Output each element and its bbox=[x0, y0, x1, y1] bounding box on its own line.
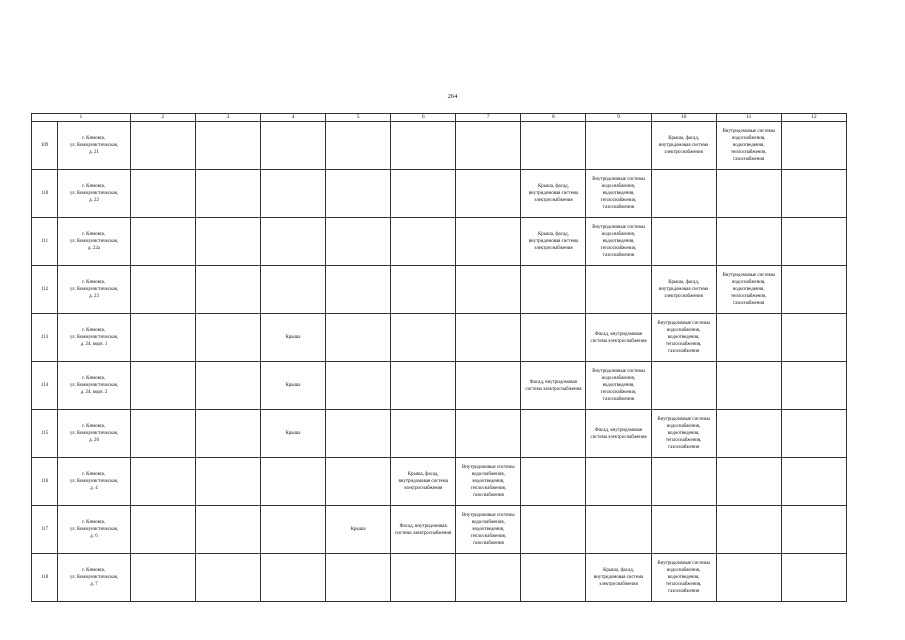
work-type-cell bbox=[781, 122, 846, 170]
work-type-cell bbox=[651, 410, 716, 458]
work-type-cell bbox=[130, 170, 195, 218]
address-line: г. Кимовск, bbox=[82, 279, 106, 285]
work-type-text: Крыша bbox=[285, 383, 301, 388]
work-type-cell bbox=[260, 122, 325, 170]
work-type-cell bbox=[651, 506, 716, 554]
work-type-cell bbox=[651, 266, 716, 314]
work-type-cell bbox=[781, 266, 846, 314]
work-type-cell bbox=[521, 122, 586, 170]
work-type-cell bbox=[391, 362, 456, 410]
address-cell bbox=[58, 218, 130, 266]
address-line: ул. Коммунистическая, bbox=[69, 574, 119, 580]
address-line: г. Кимовск, bbox=[82, 135, 106, 141]
work-type-text: Крыша, фасад, внутридомовая система электроснабжения bbox=[593, 568, 644, 587]
address-cell bbox=[58, 362, 130, 410]
work-type-cell bbox=[326, 554, 391, 602]
work-type-cell bbox=[195, 554, 260, 602]
work-type-cell bbox=[260, 554, 325, 602]
address-line: д. 24, корп. 1 bbox=[80, 342, 108, 348]
work-type-cell bbox=[716, 170, 781, 218]
table-row bbox=[32, 458, 847, 506]
work-type-cell bbox=[521, 506, 586, 554]
work-type-cell bbox=[781, 218, 846, 266]
work-type-cell bbox=[260, 170, 325, 218]
address-cell bbox=[58, 170, 130, 218]
address-cell bbox=[58, 122, 130, 170]
work-type-cell bbox=[456, 458, 521, 506]
row-number-cell: 109 bbox=[32, 122, 58, 170]
address-line: г. Кимовск, bbox=[82, 567, 106, 573]
work-type-text: Крыша bbox=[285, 335, 301, 340]
work-type-cell bbox=[326, 266, 391, 314]
work-type-cell bbox=[651, 554, 716, 602]
table-row bbox=[32, 554, 847, 602]
work-type-text: Крыша, фасад, внутридомовая система электроснабжения bbox=[658, 280, 709, 299]
work-type-cell bbox=[651, 218, 716, 266]
address-line: г. Кимовск, bbox=[82, 519, 106, 525]
work-type-cell bbox=[781, 314, 846, 362]
work-type-cell bbox=[391, 122, 456, 170]
work-type-cell bbox=[716, 218, 781, 266]
work-type-cell bbox=[586, 410, 651, 458]
work-type-cell bbox=[195, 314, 260, 362]
work-type-cell bbox=[456, 314, 521, 362]
work-type-cell bbox=[586, 458, 651, 506]
work-type-cell bbox=[130, 458, 195, 506]
work-type-cell bbox=[781, 458, 846, 506]
work-type-cell bbox=[521, 362, 586, 410]
work-type-cell bbox=[456, 506, 521, 554]
column-header: 5 bbox=[326, 114, 391, 122]
address-cell bbox=[58, 410, 130, 458]
address-cell bbox=[58, 314, 130, 362]
work-type-cell bbox=[260, 218, 325, 266]
work-type-cell bbox=[391, 554, 456, 602]
row-number-cell: 118 bbox=[32, 554, 58, 602]
column-header: 9 bbox=[586, 114, 651, 122]
address-cell bbox=[58, 506, 130, 554]
work-type-cell bbox=[781, 554, 846, 602]
work-type-cell bbox=[195, 410, 260, 458]
work-type-cell bbox=[326, 122, 391, 170]
work-type-text: Внутридомовые системы водоснабжения, водоотведения, теплоснабжения, газоснабжения bbox=[657, 417, 710, 450]
work-type-text: Внутридомовые системы водоснабжения, водоотведения, теплоснабжения, газоснабжения bbox=[462, 465, 515, 498]
table-row bbox=[32, 410, 847, 458]
work-type-cell bbox=[326, 410, 391, 458]
work-type-cell bbox=[195, 362, 260, 410]
work-type-cell bbox=[195, 458, 260, 506]
address-line: ул. Коммунистическая, bbox=[69, 142, 119, 148]
work-type-cell bbox=[195, 218, 260, 266]
work-type-cell bbox=[391, 506, 456, 554]
address-line: ул. Коммунистическая, bbox=[69, 190, 119, 196]
work-type-cell bbox=[716, 314, 781, 362]
address-line: д. 6 bbox=[90, 534, 98, 540]
work-type-cell bbox=[195, 122, 260, 170]
work-type-cell bbox=[586, 554, 651, 602]
work-type-cell bbox=[260, 410, 325, 458]
work-type-text: Фасад, внутридомовая система электроснабжения bbox=[525, 379, 582, 392]
work-type-cell bbox=[260, 506, 325, 554]
work-type-cell bbox=[130, 410, 195, 458]
address-line: ул. Коммунистическая, bbox=[69, 478, 119, 484]
address-line: д. 21 bbox=[89, 150, 99, 156]
work-type-cell bbox=[521, 170, 586, 218]
column-header: 1 bbox=[32, 114, 131, 122]
work-type-text: Внутридомовые системы водоснабжения, водоотведения, теплоснабжения, газоснабжения bbox=[657, 321, 710, 354]
work-type-cell bbox=[195, 506, 260, 554]
work-type-cell bbox=[456, 122, 521, 170]
work-type-cell bbox=[651, 362, 716, 410]
work-type-cell bbox=[521, 314, 586, 362]
work-type-cell bbox=[456, 266, 521, 314]
work-type-cell bbox=[391, 218, 456, 266]
table-row bbox=[32, 266, 847, 314]
work-type-text: Фасад, внутридомовая система электроснабжения bbox=[590, 427, 647, 440]
column-header: 12 bbox=[781, 114, 846, 122]
row-number-cell: 115 bbox=[32, 410, 58, 458]
work-type-cell bbox=[260, 458, 325, 506]
repair-schedule-table bbox=[31, 113, 847, 602]
column-header: 3 bbox=[195, 114, 260, 122]
row-number-cell: 114 bbox=[32, 362, 58, 410]
work-type-cell bbox=[260, 266, 325, 314]
work-type-cell bbox=[781, 170, 846, 218]
row-number-cell: 117 bbox=[32, 506, 58, 554]
work-type-cell bbox=[130, 122, 195, 170]
work-type-cell bbox=[521, 410, 586, 458]
work-type-cell bbox=[781, 410, 846, 458]
work-type-text: Внутридомовые системы водоснабжения, водоотведения, теплоснабжения, газоснабжения bbox=[592, 369, 645, 402]
address-line: д. 7 bbox=[90, 582, 98, 588]
table-row bbox=[32, 362, 847, 410]
work-type-cell bbox=[586, 266, 651, 314]
work-type-cell bbox=[391, 410, 456, 458]
work-type-cell bbox=[716, 554, 781, 602]
work-type-cell bbox=[130, 554, 195, 602]
address-line: д. 22 bbox=[89, 198, 99, 204]
work-type-cell bbox=[586, 218, 651, 266]
work-type-cell bbox=[716, 362, 781, 410]
work-type-cell bbox=[326, 506, 391, 554]
work-type-cell bbox=[260, 314, 325, 362]
work-type-cell bbox=[521, 266, 586, 314]
address-line: д. 4 bbox=[90, 486, 98, 492]
work-type-cell bbox=[130, 506, 195, 554]
row-number-cell: 112 bbox=[32, 266, 58, 314]
work-type-text: Внутридомовые системы водоснабжения, водоотведения, теплоснабжения, газоснабжения bbox=[592, 177, 645, 210]
row-number-cell: 116 bbox=[32, 458, 58, 506]
work-type-text: Крыша, фасад, внутридомовая система электроснабжения bbox=[528, 232, 579, 251]
work-type-cell bbox=[651, 170, 716, 218]
column-header: 10 bbox=[651, 114, 716, 122]
row-number-cell: 113 bbox=[32, 314, 58, 362]
work-type-text: Крыша bbox=[285, 431, 301, 436]
work-type-cell bbox=[586, 170, 651, 218]
row-number-cell: 111 bbox=[32, 218, 58, 266]
table-row bbox=[32, 506, 847, 554]
work-type-text: Крыша bbox=[350, 527, 366, 532]
work-type-text: Крыша, фасад, внутридомовая система электроснабжения bbox=[398, 472, 448, 491]
work-type-cell bbox=[716, 266, 781, 314]
work-type-cell bbox=[521, 554, 586, 602]
work-type-cell bbox=[456, 362, 521, 410]
address-line: д. 23 bbox=[89, 294, 99, 300]
work-type-cell bbox=[586, 314, 651, 362]
work-type-cell bbox=[716, 506, 781, 554]
row-number-cell: 110 bbox=[32, 170, 58, 218]
address-line: ул. Коммунистическая, bbox=[69, 238, 119, 244]
work-type-text: Внутридомовые системы водоснабжения, водоотведения, теплоснабжения, газоснабжения bbox=[657, 561, 710, 594]
column-header: 8 bbox=[521, 114, 586, 122]
column-header: 2 bbox=[130, 114, 195, 122]
address-line: г. Кимовск, bbox=[82, 375, 106, 381]
work-type-cell bbox=[586, 122, 651, 170]
work-type-text: Внутридомовые системы водоснабжения, водоотведения, теплоснабжения, газоснабжения bbox=[592, 225, 645, 258]
column-header: 7 bbox=[456, 114, 521, 122]
address-line: д. 22а bbox=[87, 246, 100, 252]
table-row bbox=[32, 314, 847, 362]
address-cell bbox=[58, 458, 130, 506]
address-line: ул. Коммунистическая, bbox=[69, 526, 119, 532]
work-type-cell bbox=[130, 266, 195, 314]
table-body bbox=[32, 114, 847, 602]
work-type-text: Внутридомовые системы водоснабжения, водоотведения, теплоснабжения, газоснабжения bbox=[462, 513, 515, 546]
work-type-cell bbox=[781, 506, 846, 554]
work-type-cell bbox=[326, 218, 391, 266]
work-type-text: Фасад, внутридомовая система электроснабжения bbox=[395, 523, 452, 536]
work-type-cell bbox=[651, 122, 716, 170]
work-type-cell bbox=[391, 170, 456, 218]
work-type-cell bbox=[586, 506, 651, 554]
work-type-cell bbox=[326, 458, 391, 506]
work-type-cell bbox=[326, 170, 391, 218]
work-type-cell bbox=[456, 218, 521, 266]
work-type-cell bbox=[130, 314, 195, 362]
work-type-cell bbox=[521, 458, 586, 506]
work-type-text: Крыша, фасад, внутридомовая система электроснабжения bbox=[658, 136, 709, 155]
address-line: г. Кимовск, bbox=[82, 327, 106, 333]
work-type-cell bbox=[326, 362, 391, 410]
work-type-cell bbox=[456, 170, 521, 218]
work-type-cell bbox=[716, 458, 781, 506]
table-row bbox=[32, 122, 847, 170]
table-row bbox=[32, 170, 847, 218]
work-type-cell bbox=[456, 554, 521, 602]
work-type-cell bbox=[586, 362, 651, 410]
work-type-cell bbox=[326, 314, 391, 362]
address-line: г. Кимовск, bbox=[82, 231, 106, 237]
work-type-cell bbox=[781, 362, 846, 410]
work-type-cell bbox=[716, 122, 781, 170]
address-cell bbox=[58, 554, 130, 602]
column-header: 6 bbox=[391, 114, 456, 122]
work-type-text: Крыша, фасад, внутридомовая система электроснабжения bbox=[528, 184, 579, 203]
work-type-cell bbox=[391, 458, 456, 506]
work-type-text: Фасад, внутридомовая система электроснабжения bbox=[590, 331, 647, 344]
address-line: ул. Коммунистическая, bbox=[69, 334, 119, 340]
work-type-cell bbox=[456, 410, 521, 458]
work-type-cell bbox=[651, 458, 716, 506]
address-line: г. Кимовск, bbox=[82, 423, 106, 429]
address-line: ул. Коммунистическая, bbox=[69, 286, 119, 292]
address-line: д. 26 bbox=[89, 438, 99, 444]
address-line: д. 24, корп. 2 bbox=[80, 390, 108, 396]
work-type-cell bbox=[391, 314, 456, 362]
work-type-cell bbox=[130, 362, 195, 410]
work-type-cell bbox=[391, 266, 456, 314]
work-type-cell bbox=[521, 218, 586, 266]
work-type-cell bbox=[651, 314, 716, 362]
work-type-cell bbox=[260, 362, 325, 410]
work-type-cell bbox=[130, 218, 195, 266]
address-line: ул. Коммунистическая, bbox=[69, 430, 119, 436]
address-line: г. Кимовск, bbox=[82, 471, 106, 477]
column-header: 11 bbox=[716, 114, 781, 122]
work-type-text: Внутридомовые системы водоснабжения, водоотведения, теплоснабжения, газоснабжения bbox=[722, 129, 776, 162]
work-type-cell bbox=[195, 170, 260, 218]
work-type-cell bbox=[195, 266, 260, 314]
work-type-cell bbox=[716, 410, 781, 458]
address-line: г. Кимовск, bbox=[82, 183, 106, 189]
table-row bbox=[32, 218, 847, 266]
address-cell bbox=[58, 266, 130, 314]
address-line: ул. Коммунистическая, bbox=[69, 382, 119, 388]
page-number: 264 bbox=[447, 93, 458, 100]
column-number-header-row bbox=[32, 114, 847, 122]
column-header: 4 bbox=[260, 114, 325, 122]
work-type-text: Внутридомовые системы водоснабжения, водоотведения, теплоснабжения, газоснабжения bbox=[722, 273, 776, 306]
